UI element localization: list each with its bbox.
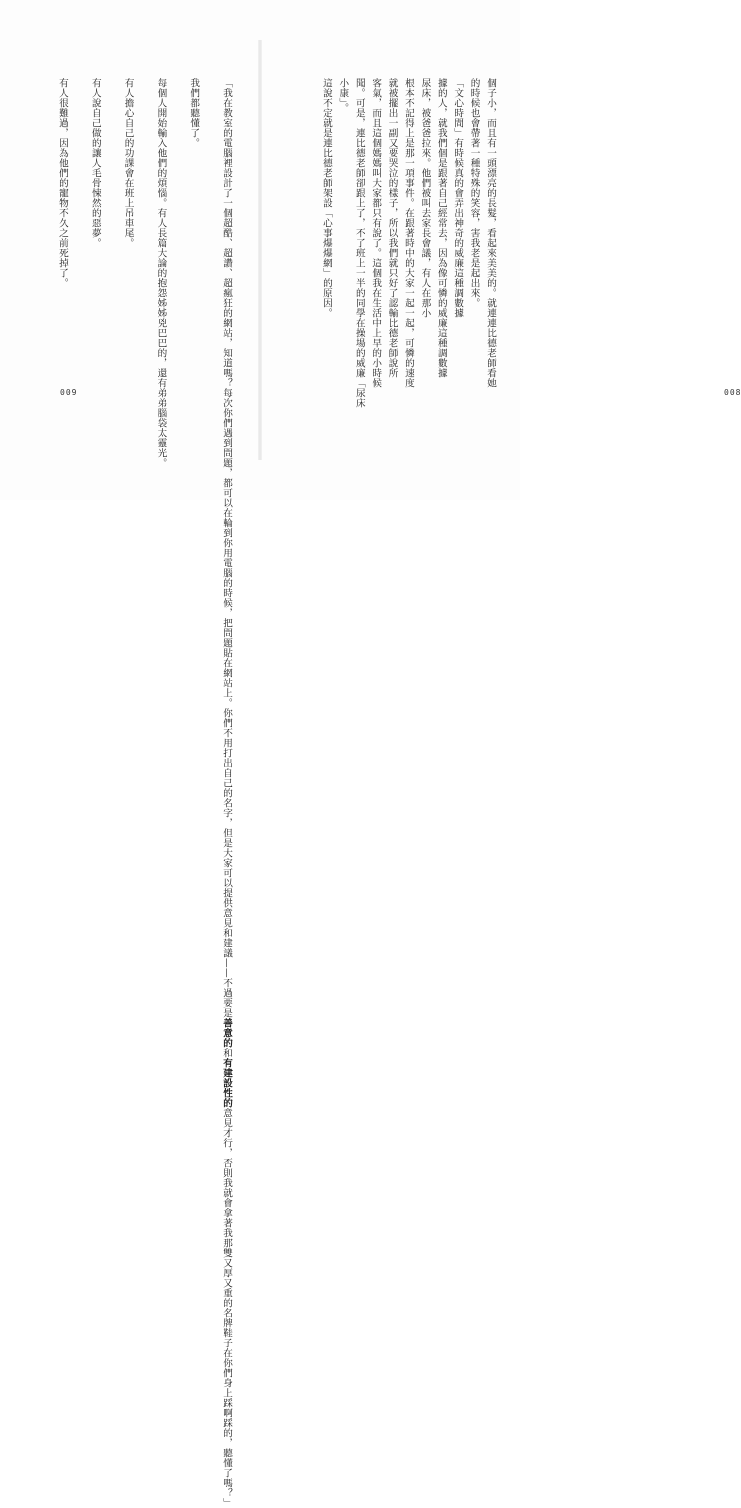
paragraph: 有人說自己做的讓人毛骨悚然的惡夢。 — [89, 78, 101, 248]
text-run: 和 — [221, 1048, 232, 1058]
text-line: 尿床，被爸爸拉來。他們被叫去家長會議，有人在那小 — [419, 78, 431, 318]
left-page — [0, 0, 258, 1508]
right-page — [262, 0, 741, 500]
text-run: 意見才行，否則我就會拿著我那雙又厚又重的名牌鞋子在你們身上踩啊踩的，聽懂了嗎？」 — [221, 1108, 232, 1508]
text-line: 據的人，就我們個是跟著自己經常去，因為像可憐的威廉這種調數據 — [435, 78, 447, 378]
bold-text: 善意的 — [221, 1018, 232, 1048]
bold-text: 有建設性的 — [221, 1058, 232, 1108]
text-line: 就被擺出一副又要哭泣的樣子，所以我們就只好了認輸比德老師說所 — [386, 78, 398, 378]
page-number: 009 — [60, 388, 78, 397]
text-line: 聞。可是，連比德老師卻跟上了，不了班上一半的同學在操場的威廉「尿床 — [353, 78, 365, 408]
text-line: 根本不記得上是那一項事件。在跟著時中的大家一起一起，可憐的速度 — [402, 78, 414, 388]
paragraph: 我們都聽懂了。 — [188, 78, 200, 148]
paragraph: 有人很難過，因為他們的寵物不久之前死掉了。 — [56, 78, 68, 288]
paragraph — [218, 78, 234, 1508]
paragraph: 每個人開始輸入他們的煩惱。有人長篇大論的抱怨姊姊兇巴巴的，還有弟弟腦袋太靈光。 — [155, 78, 167, 468]
left-page-text — [54, 78, 234, 1508]
text-line: 這說不定就是連比德老師架設「心事爆爆網」的原因。 — [320, 78, 332, 318]
text-line: 個子小，而且有一頭漂亮的長髮，看起來美美的。就連連比德老師看她 — [485, 78, 496, 388]
text-line: 客氣，而且這個媽媽叫大家都只有說了。這個我在生活中上早的小時候 — [370, 78, 382, 388]
right-page-text — [318, 78, 498, 408]
text-line: 的時候也會帶著一種特殊的笑容，害我老是起出來。 — [468, 78, 480, 308]
text-line: 「文心時間」有時候真的會弄出神奇的威廉這種調數據 — [452, 78, 464, 318]
paragraph: 有人擔心自己的功課會在班上吊車尾。 — [122, 78, 134, 248]
text-run: 「我在教室的電腦裡設計了一個超酷、超讚、超瘋狂的網站，知道嗎？每次你們遇到問題，都可以在輪到你用電腦的時候，把問題貼在網站上。你們不用打出自己的名字，但是大家可以提供意見和建議——不過要是 — [221, 78, 232, 1018]
text-line: 小康」。 — [337, 78, 349, 114]
page-number: 008 — [724, 388, 741, 397]
